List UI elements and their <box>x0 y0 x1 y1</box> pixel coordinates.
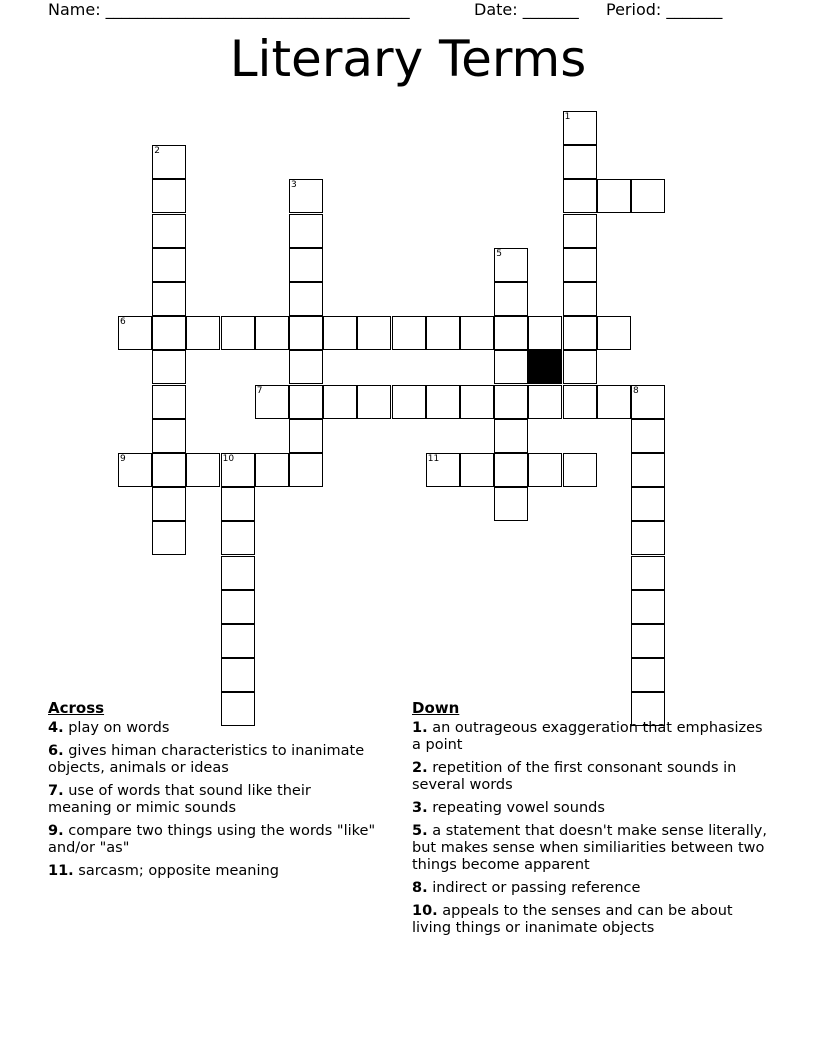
grid-cell[interactable] <box>563 214 597 248</box>
grid-cell[interactable] <box>152 282 186 316</box>
grid-cell[interactable] <box>289 385 323 419</box>
grid-cell[interactable] <box>631 385 665 419</box>
grid-cell[interactable] <box>528 385 562 419</box>
grid-cell[interactable] <box>152 145 186 179</box>
grid-cell[interactable] <box>221 590 255 624</box>
clue-number: 8 <box>633 385 639 396</box>
down-clue <box>412 720 772 754</box>
clue-text: compare two things using the words "like" and/or "as" <box>48 823 376 856</box>
across-clue <box>48 863 378 880</box>
grid-cell[interactable] <box>494 248 528 282</box>
across-clue <box>48 823 378 857</box>
grid-cell[interactable] <box>563 111 597 145</box>
grid-cell[interactable] <box>289 419 323 453</box>
grid-cell[interactable] <box>563 316 597 350</box>
grid-cell[interactable] <box>357 316 391 350</box>
grid-cell[interactable] <box>631 179 665 213</box>
down-clues <box>412 700 772 943</box>
clue-number: 7 <box>256 385 263 396</box>
period-field-label[interactable]: Period: _______ <box>606 0 723 19</box>
grid-cell[interactable] <box>323 385 357 419</box>
clue-number: 8. <box>412 880 428 896</box>
grid-cell[interactable] <box>631 658 665 692</box>
clue-number: 4. <box>48 720 64 736</box>
grid-cell[interactable] <box>460 385 494 419</box>
clue-number: 7. <box>48 783 64 799</box>
grid-cell[interactable] <box>255 453 289 487</box>
grid-cell[interactable] <box>494 316 528 350</box>
grid-cell[interactable] <box>597 179 631 213</box>
clue-number: 2. <box>412 760 428 776</box>
grid-cell[interactable] <box>289 179 323 213</box>
grid-cell[interactable] <box>152 316 186 350</box>
clue-number: 2 <box>154 146 160 157</box>
grid-cell[interactable] <box>631 419 665 453</box>
grid-cell[interactable] <box>563 145 597 179</box>
grid-cell[interactable] <box>494 282 528 316</box>
grid-cell[interactable] <box>460 316 494 350</box>
clue-number: 5 <box>496 248 502 259</box>
clue-number: 3. <box>412 800 428 816</box>
clue-number: 10 <box>222 454 235 464</box>
grid-cell[interactable] <box>221 624 255 658</box>
grid-cell[interactable] <box>494 487 528 521</box>
grid-cell[interactable] <box>152 419 186 453</box>
clue-text: repetition of the first consonant sounds in several words <box>412 760 737 793</box>
grid-cell[interactable] <box>426 453 460 487</box>
clue-number: 3 <box>291 180 297 191</box>
grid-cell[interactable] <box>289 316 323 350</box>
clue-text: an outrageous exaggeration that emphasizes a point <box>412 720 763 753</box>
grid-cell[interactable] <box>221 658 255 692</box>
grid-cell[interactable] <box>631 556 665 590</box>
grid-cell[interactable] <box>528 453 562 487</box>
clue-number: 9 <box>120 454 126 464</box>
grid-cell[interactable] <box>426 385 460 419</box>
down-clue <box>412 903 772 937</box>
grid-cell[interactable] <box>221 316 255 350</box>
grid-cell[interactable] <box>563 453 597 487</box>
down-clue <box>412 823 772 874</box>
clue-number: 6. <box>48 743 64 759</box>
down-clue <box>412 800 772 817</box>
grid-cell[interactable] <box>631 453 665 487</box>
grid-cell[interactable] <box>289 214 323 248</box>
clue-number: 6 <box>120 317 126 328</box>
grid-cell[interactable] <box>357 385 391 419</box>
clue-number: 1. <box>412 720 428 736</box>
grid-cell[interactable] <box>118 453 152 487</box>
down-heading: Down <box>412 699 460 717</box>
grid-cell[interactable] <box>152 214 186 248</box>
clue-number: 1 <box>564 112 571 122</box>
grid-cell[interactable] <box>597 385 631 419</box>
grid-cell[interactable] <box>563 385 597 419</box>
page-title: Literary Terms <box>229 30 587 88</box>
grid-cell[interactable] <box>118 316 152 350</box>
grid-cell[interactable] <box>152 487 186 521</box>
grid-cell[interactable] <box>323 316 357 350</box>
grid-cell[interactable] <box>186 316 220 350</box>
across-clue <box>48 720 378 737</box>
across-clues <box>48 700 378 886</box>
grid-cell[interactable] <box>460 453 494 487</box>
grid-cell[interactable] <box>289 248 323 282</box>
name-field-label[interactable]: Name: ______________________________________ <box>48 0 410 19</box>
grid-cell[interactable] <box>289 282 323 316</box>
grid-cell[interactable] <box>152 350 186 384</box>
grid-cell[interactable] <box>631 487 665 521</box>
grid-cell[interactable] <box>563 248 597 282</box>
clue-text: a statement that doesn't make sense literally, but makes sense when similiarities between two things become apparent <box>412 823 767 873</box>
clue-number: 11 <box>427 454 440 464</box>
grid-cell[interactable] <box>494 350 528 384</box>
clue-number: 10. <box>412 903 438 919</box>
grid-cell[interactable] <box>528 316 562 350</box>
clue-text: gives himan characteristics to inanimate objects, animals or ideas <box>48 743 365 776</box>
grid-cell[interactable] <box>221 453 255 487</box>
grid-cell[interactable] <box>494 453 528 487</box>
grid-cell[interactable] <box>289 350 323 384</box>
grid-cell[interactable] <box>255 385 289 419</box>
clue-number: 11. <box>48 863 74 879</box>
down-clue <box>412 760 772 794</box>
across-clue <box>48 743 378 777</box>
clue-text: indirect or passing reference <box>427 880 641 896</box>
grid-cell[interactable] <box>289 453 323 487</box>
grid-cell[interactable] <box>221 487 255 521</box>
clue-text: repeating vowel sounds <box>427 800 605 816</box>
across-clue <box>48 783 378 817</box>
grid-cell[interactable] <box>631 624 665 658</box>
clue-text: use of words that sound like their meaning or mimic sounds <box>48 783 311 816</box>
grid-cell[interactable] <box>152 179 186 213</box>
clue-text: sarcasm; opposite meaning <box>73 863 279 879</box>
down-clue <box>412 880 772 897</box>
black-square <box>528 350 562 384</box>
grid-cell[interactable] <box>152 453 186 487</box>
grid-cell[interactable] <box>186 453 220 487</box>
grid-cell[interactable] <box>152 521 186 555</box>
grid-cell[interactable] <box>631 590 665 624</box>
grid-cell[interactable] <box>426 316 460 350</box>
grid-cell[interactable] <box>152 248 186 282</box>
grid-cell[interactable] <box>392 385 426 419</box>
grid-cell[interactable] <box>221 521 255 555</box>
clue-number: 9. <box>48 823 64 839</box>
grid-cell[interactable] <box>255 316 289 350</box>
date-field-label[interactable]: Date: _______ <box>474 0 579 19</box>
grid-cell[interactable] <box>563 350 597 384</box>
clue-number: 5. <box>412 823 428 839</box>
grid-cell[interactable] <box>494 385 528 419</box>
grid-cell[interactable] <box>221 556 255 590</box>
grid-cell[interactable] <box>631 521 665 555</box>
grid-cell[interactable] <box>597 316 631 350</box>
grid-cell[interactable] <box>152 385 186 419</box>
clue-text: appeals to the senses and can be about living things or inanimate objects <box>412 903 733 936</box>
across-heading: Across <box>48 699 105 717</box>
grid-cell[interactable] <box>563 282 597 316</box>
grid-cell[interactable] <box>392 316 426 350</box>
clue-text: play on words <box>63 720 170 736</box>
grid-cell[interactable] <box>494 419 528 453</box>
grid-cell[interactable] <box>563 179 597 213</box>
